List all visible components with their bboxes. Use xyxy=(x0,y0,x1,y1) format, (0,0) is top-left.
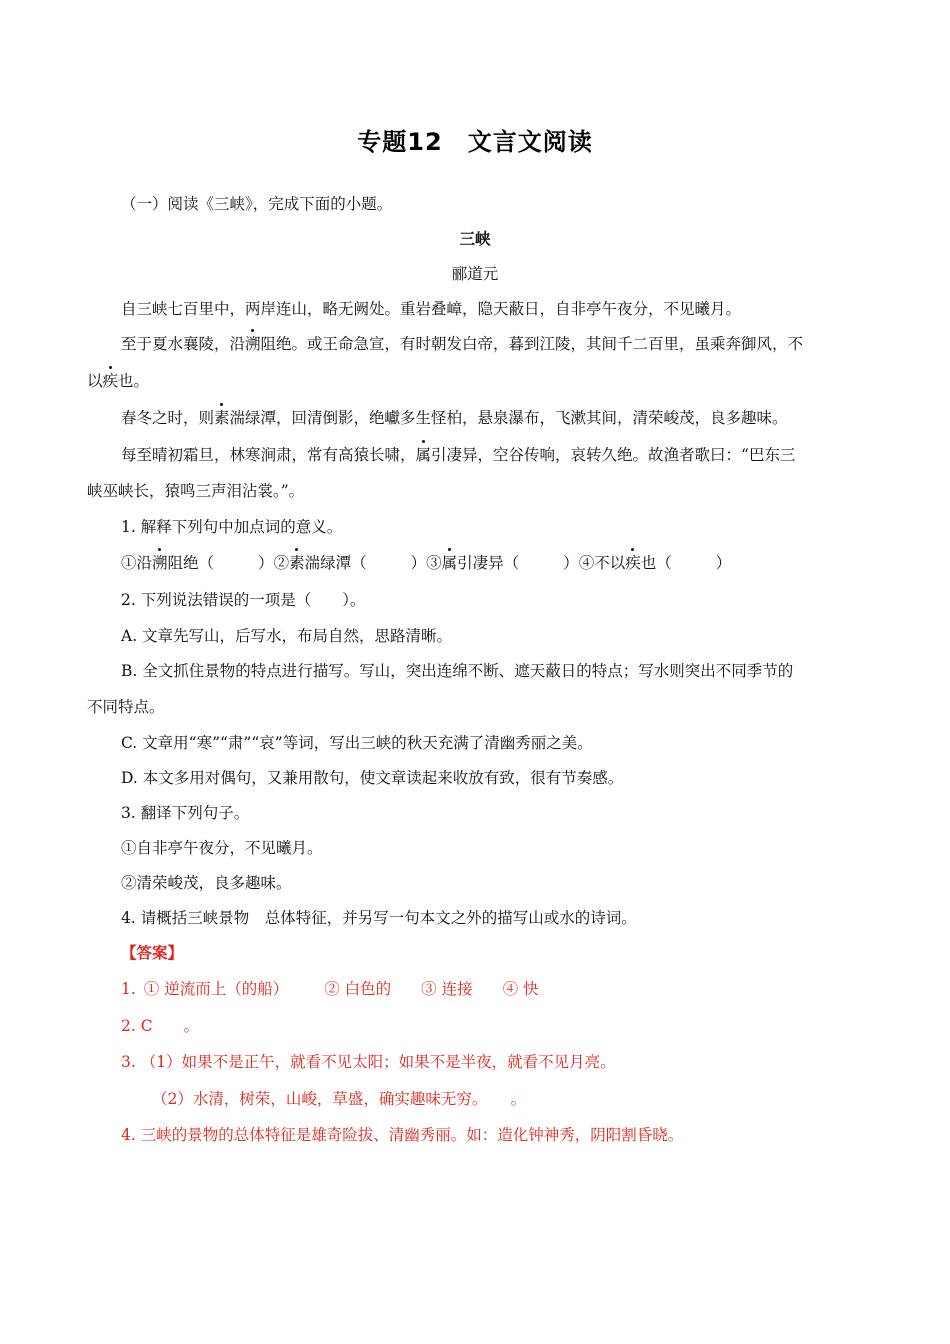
passage-paragraph-2-cont xyxy=(87,371,149,391)
passage-heading: 三峡 xyxy=(459,230,491,248)
text-span: 引凄异（ xyxy=(457,554,520,572)
text-span: 也。 xyxy=(118,372,150,390)
dotted-word: 疾 xyxy=(102,372,119,390)
question-3-item-1: ①自非亭午夜分，不见曦月。 xyxy=(121,839,323,857)
passage-paragraph-2 xyxy=(121,334,803,354)
question-1-items xyxy=(121,553,731,573)
question-2: 2. 下列说法错误的一项是（ ）。 xyxy=(121,591,366,609)
text-span: ） xyxy=(410,554,427,572)
dotted-word: 属 xyxy=(415,446,432,464)
question-2-option-b-cont: 不同特点。 xyxy=(87,698,165,716)
text-span: ② xyxy=(273,554,290,572)
text-span: ③ xyxy=(426,554,442,572)
text-span: 阻绝（ xyxy=(167,554,215,572)
text-span: 阻绝。或王命急宣，有时朝发白帝，暮到江陵，其间千二百里，虽乘奔御风，不 xyxy=(260,335,804,353)
text-span: 每至晴初霜旦，林寒涧肃，常有高猿长啸， xyxy=(121,446,416,464)
passage-paragraph-4 xyxy=(121,445,795,465)
question-2-option-d: D. 本文多用对偶句，又兼用散句，使文章读起来收放有致，很有节奏感。 xyxy=(121,769,624,787)
dotted-word: 疾 xyxy=(625,554,641,572)
text-span: ） xyxy=(715,554,732,572)
text-span: ② 白色的 xyxy=(324,980,392,998)
answer-3-part-1: 3. （1）如果不是正午，就看不见太阳；如果不是半夜，就看不见月亮。 xyxy=(121,1053,616,1071)
question-2-option-c: C. 文章用“寒”“肃”“哀”等词，写出三峡的秋天充满了清幽秀丽之美。 xyxy=(121,734,593,752)
answer-2: 2. C 。 xyxy=(121,1017,200,1035)
question-2-option-b: B. 全文抓住景物的特点进行描写。写山，突出连绵不断、遮天蔽日的特点；写水则突出不同季节的 xyxy=(121,662,794,680)
dotted-word: 素 xyxy=(214,409,230,427)
answer-label: 【答案】 xyxy=(121,944,184,962)
passage-paragraph-1: 自三峡七百里中，两岸连山，略无阙处。重岩叠嶂，隐天蔽日，自非亭午夜分，不见曦月。 xyxy=(121,300,742,318)
page-title: 专题12 文言文阅读 xyxy=(357,128,593,156)
text-span: 1. xyxy=(121,980,136,998)
dotted-word: 属 xyxy=(441,554,458,572)
text-span: ④ 快 xyxy=(502,980,539,998)
text-span: 以 xyxy=(87,372,103,390)
question-3-item-2: ②清荣峻茂，良多趣味。 xyxy=(121,874,292,892)
passage-author: 郦道元 xyxy=(451,265,499,283)
text-span: ④不以 xyxy=(578,554,626,572)
intro-text: （一）阅读《三峡》，完成下面的小题。 xyxy=(121,195,393,213)
dotted-word: 素 xyxy=(289,554,305,572)
text-span: 引凄异，空谷传响，哀转久绝。故渔者歌曰：“巴东三 xyxy=(431,446,796,464)
text-span: 至于夏水襄陵，沿 xyxy=(121,335,246,353)
answer-1 xyxy=(121,979,539,999)
text-span: ） xyxy=(563,554,579,572)
text-span: ） xyxy=(258,554,274,572)
text-span: 湍绿潭（ xyxy=(304,554,367,572)
text-span: ①沿 xyxy=(121,554,153,572)
answer-3-part-2: （2）水清，树荣，山峻，草盛，确实趣味无穷。 。 xyxy=(152,1090,527,1108)
dotted-word: 溯 xyxy=(245,335,261,353)
question-3: 3. 翻译下列句子。 xyxy=(121,804,250,822)
text-span: 也（ xyxy=(640,554,672,572)
passage-paragraph-3 xyxy=(121,408,788,428)
text-span: 春冬之时，则 xyxy=(121,409,215,427)
text-span: 湍绿潭，回清倒影，绝巘多生怪柏，悬泉瀑布，飞漱其间，清荣峻茂，良多趣味。 xyxy=(229,409,788,427)
text-span: ① 逆流而上（的船） xyxy=(143,980,289,998)
question-2-option-a: A. 文章先写山，后写水，布局自然，思路清晰。 xyxy=(121,627,453,645)
answer-4: 4. 三峡的景物的总体特征是雄奇险拔、清幽秀丽。如：造化钟神秀，阴阳割昏晓。 xyxy=(121,1126,684,1144)
passage-paragraph-4-cont: 峡巫峡长，猿鸣三声泪沾裳。”。 xyxy=(87,482,305,500)
question-4: 4. 请概括三峡景物 总体特征，并另写一句本文之外的描写山或水的诗词。 xyxy=(121,909,637,927)
dotted-word: 溯 xyxy=(152,554,168,572)
question-1: 1. 解释下列句中加点词的意义。 xyxy=(121,518,343,536)
text-span: ③ 连接 xyxy=(421,980,473,998)
